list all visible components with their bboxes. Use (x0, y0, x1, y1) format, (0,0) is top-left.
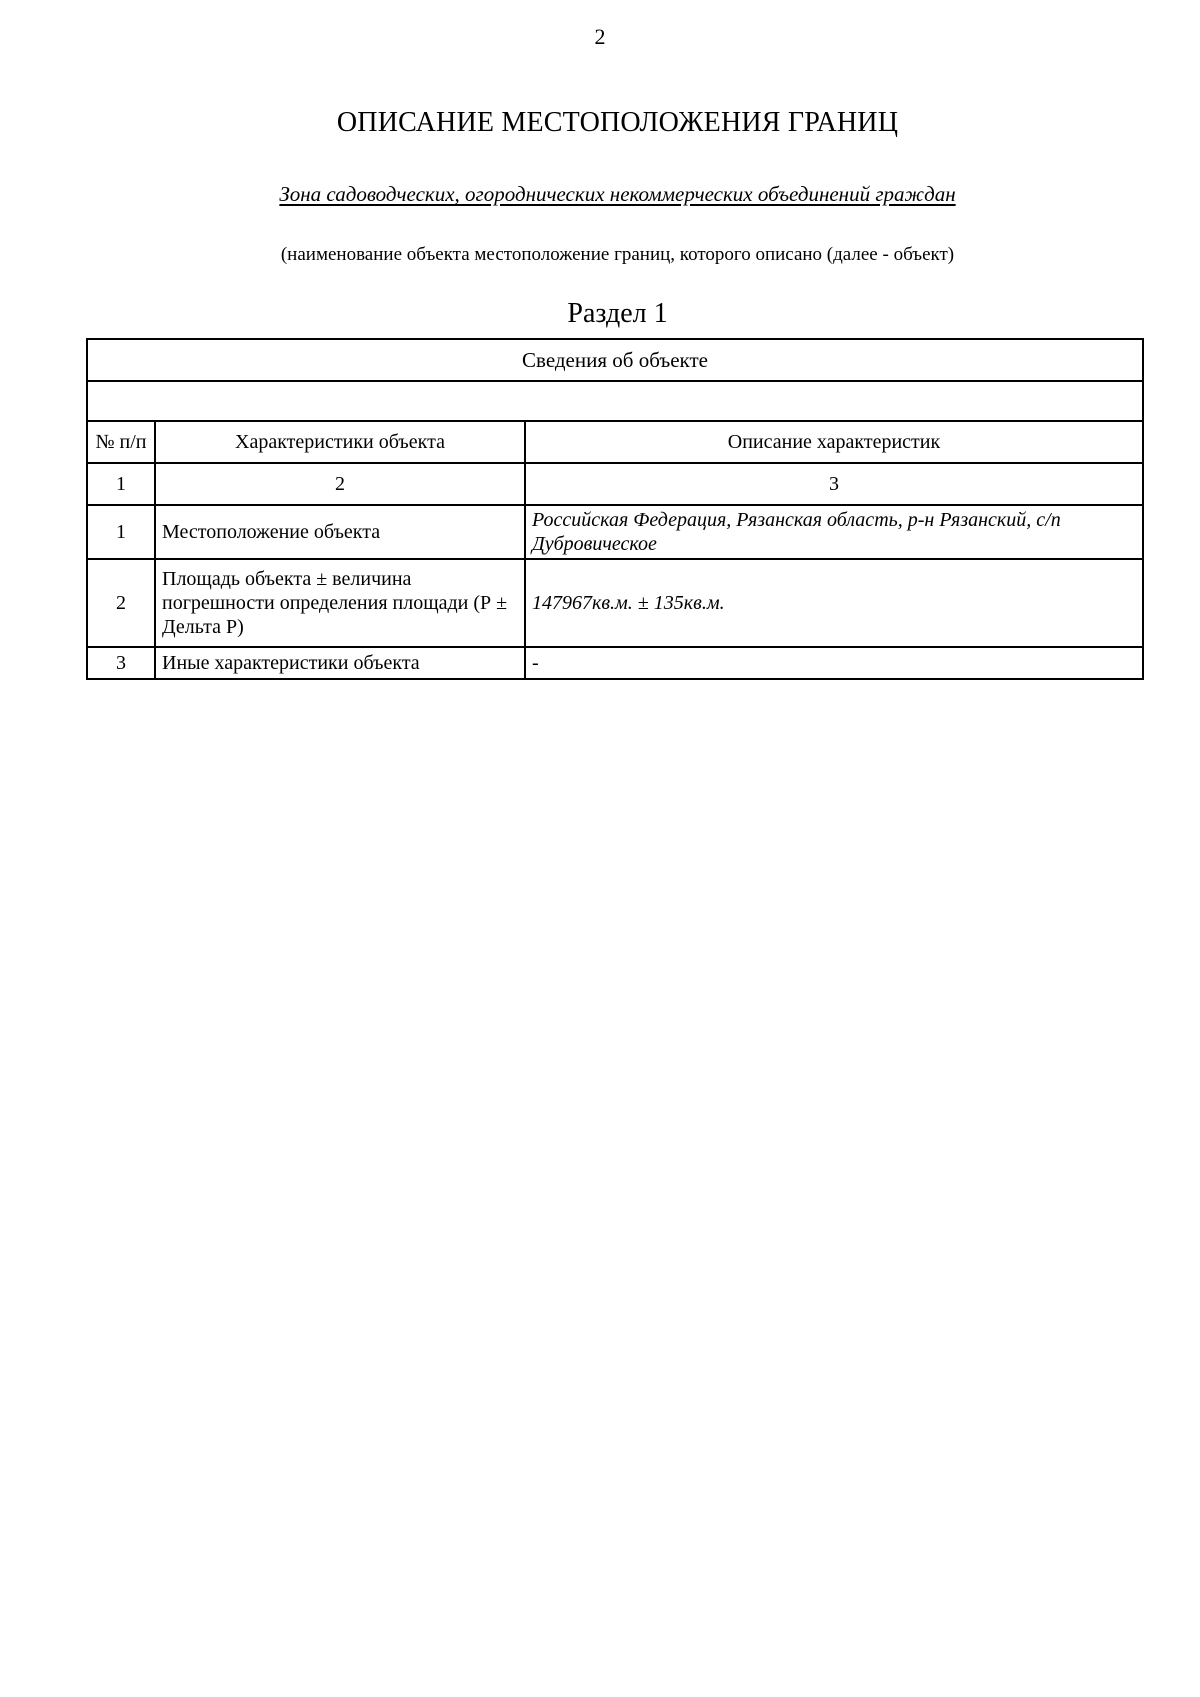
object-info-table (86, 338, 1144, 680)
column-numbering-row (87, 463, 1143, 505)
row-description: 147967кв.м. ± 135кв.м. (525, 559, 1143, 647)
column-header-description: Описание характеристик (525, 421, 1143, 463)
empty-cell (87, 381, 1143, 421)
column-number-cell: 3 (525, 463, 1143, 505)
table-header-row (87, 421, 1143, 463)
row-characteristic: Местоположение объекта (155, 505, 525, 559)
column-number-cell: 2 (155, 463, 525, 505)
table-row (87, 647, 1143, 679)
column-header-characteristic: Характеристики объекта (155, 421, 525, 463)
page-number: 2 (594, 24, 606, 49)
table-caption-row (87, 339, 1143, 381)
row-description: - (525, 647, 1143, 679)
row-number: 1 (87, 505, 155, 559)
section-title: Раздел 1 (567, 298, 668, 329)
table-row (87, 505, 1143, 559)
row-description: Российская Федерация, Рязанская область, р-н Рязанский, с/п Дубровическое (525, 505, 1143, 559)
row-number: 3 (87, 647, 155, 679)
table-caption: Сведения об объекте (87, 339, 1143, 381)
row-number: 2 (87, 559, 155, 647)
object-name-caption: (наименование объекта местоположение границ, которого описано (далее - объект) (280, 244, 955, 265)
table-empty-row (87, 381, 1143, 421)
document-title: ОПИСАНИЕ МЕСТОПОЛОЖЕНИЯ ГРАНИЦ (336, 107, 899, 138)
row-characteristic: Иные характеристики объекта (155, 647, 525, 679)
column-number-cell: 1 (87, 463, 155, 505)
object-name: Зона садоводческих, огороднических некоммерческих объединений граждан (279, 182, 956, 206)
table-row (87, 559, 1143, 647)
column-header-number: № п/п (87, 421, 155, 463)
row-characteristic: Площадь объекта ± величина погрешности определения площади (Р ± Дельта Р) (155, 559, 525, 647)
